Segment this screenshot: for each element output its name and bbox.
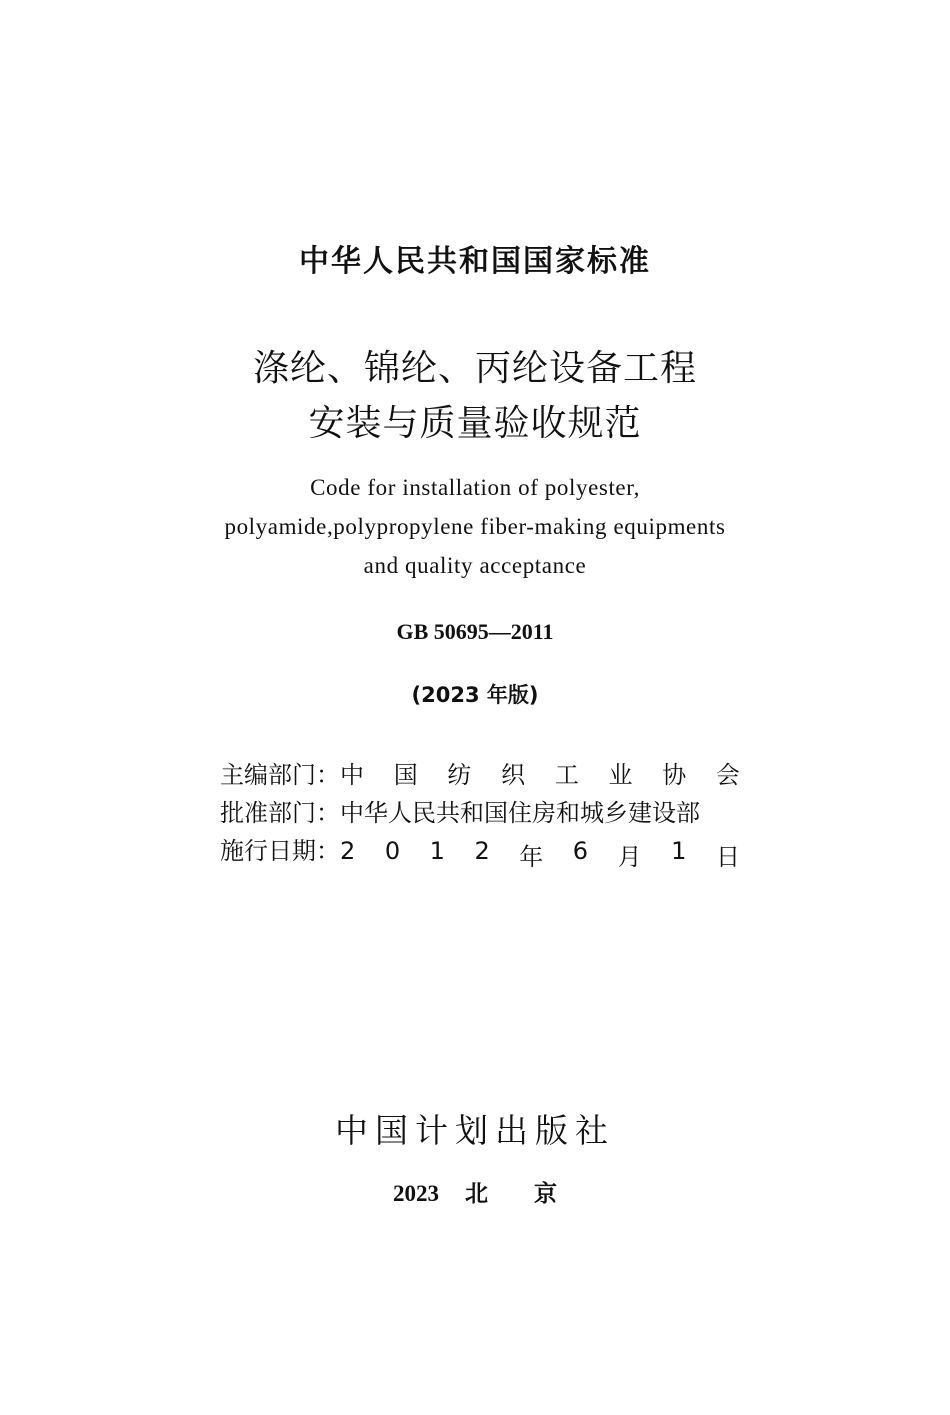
title-en-line-3: and quality acceptance [363,553,587,578]
approval-value: 中华人民共和国住房和城乡建设部 [340,799,700,827]
standard-number: GB 50695—2011 [396,619,554,644]
effective-date-char: 6 [572,837,589,865]
chief-editor-value [340,755,740,790]
publication-city-char: 北 [465,1181,488,1207]
chief-editor-char: 协 [662,761,687,789]
effective-date-value [340,837,740,872]
effective-date-char: 1 [671,837,687,865]
approval-row [220,793,740,831]
publication-place [0,1175,950,1208]
title-en-line-1: Code for installation of polyester, [310,475,640,500]
chief-editor-char: 中 [340,761,364,789]
effective-date-char: 0 [384,837,401,865]
effective-date-char: 2 [340,837,356,865]
approval-label: 批准部门： [220,799,340,827]
title-en-line-2: polyamide,polypropylene fiber-making equipments [224,514,726,539]
title-cn-line-2: 安装与质量验收规范 [308,403,642,444]
effective-date-char: 年 [519,843,544,871]
effective-date-char: 日 [715,843,740,871]
effective-date-label: 施行日期： [220,837,340,865]
publisher-name: 中国计划出版社 [335,1111,615,1150]
chief-editor-char: 国 [393,761,418,789]
effective-date-char: 2 [474,837,490,865]
chief-editor-char: 织 [501,761,526,789]
info-block [220,755,740,869]
publication-year: 2023 [393,1181,439,1206]
chief-editor-char: 纺 [447,761,472,789]
edition-label: (2023 年版) [411,683,539,707]
publication-city-char: 京 [534,1181,557,1207]
effective-date-char: 1 [429,837,445,865]
chief-editor-char: 业 [608,761,633,789]
chief-editor-char: 工 [554,761,579,789]
national-standard-heading: 中华人民共和国国家标准 [299,244,651,279]
chief-editor-row [220,755,740,793]
chief-editor-label: 主编部门： [220,761,340,789]
effective-date-char: 月 [617,843,642,871]
effective-date-row [220,831,740,869]
title-cn-line-1: 涤纶、锦纶、丙纶设备工程 [252,348,697,389]
chief-editor-char: 会 [715,761,740,789]
